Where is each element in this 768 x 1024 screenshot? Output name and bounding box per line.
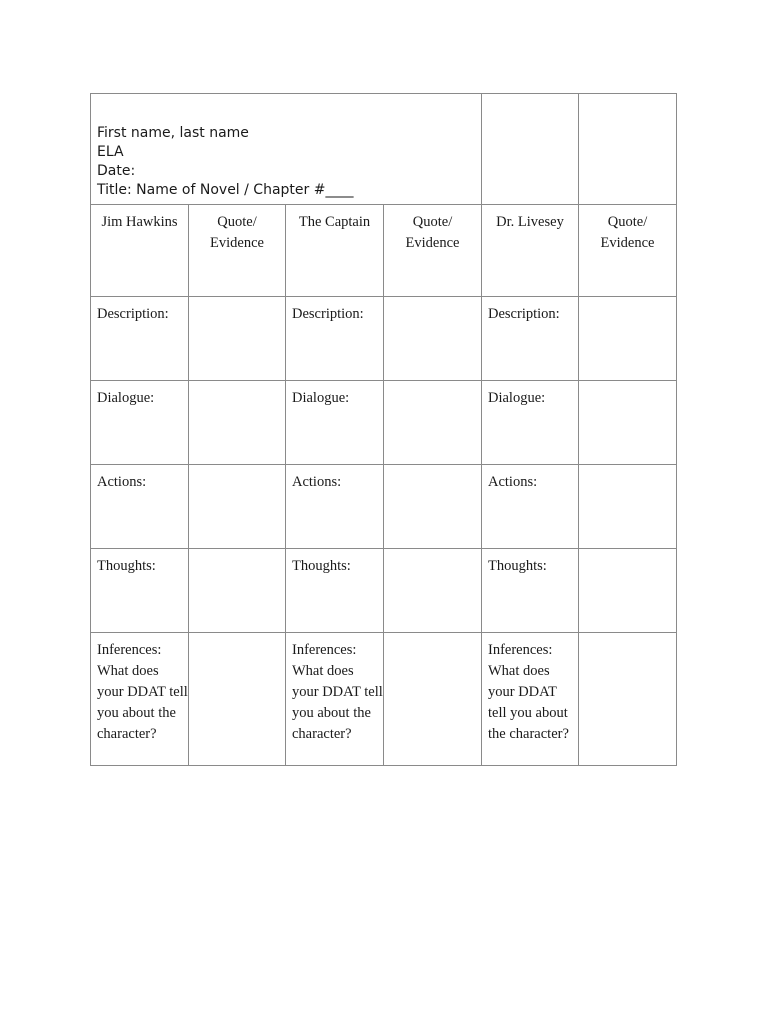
blank-cell[interactable] — [579, 94, 677, 205]
inferences-row — [91, 633, 677, 766]
evidence-header: Quote/ Evidence — [384, 205, 482, 297]
inferences-label: Inferences: What does your DDAT tell you about the character? — [91, 633, 189, 766]
dialogue-label: Dialogue: — [286, 381, 384, 465]
date-line: Date: — [97, 163, 136, 179]
actions-label: Actions: — [286, 465, 384, 549]
description-label: Description: — [91, 297, 189, 381]
evidence-cell[interactable] — [384, 297, 482, 381]
description-row — [91, 297, 677, 381]
evidence-header: Quote/ Evidence — [579, 205, 677, 297]
actions-label: Actions: — [482, 465, 579, 549]
character-analysis-table — [90, 93, 677, 766]
character-header-jim-hawkins: Jim Hawkins — [91, 205, 189, 297]
student-name-line: First name, last name — [97, 125, 249, 141]
evidence-cell[interactable] — [579, 297, 677, 381]
inferences-label: Inferences: What does your DDAT tell you about the character? — [482, 633, 579, 766]
description-label: Description: — [482, 297, 579, 381]
description-label: Description: — [286, 297, 384, 381]
evidence-cell[interactable] — [189, 381, 286, 465]
inferences-label: Inferences: What does your DDAT tell you about the character? — [286, 633, 384, 766]
thoughts-row — [91, 549, 677, 633]
column-header-row — [91, 205, 677, 297]
evidence-cell[interactable] — [579, 381, 677, 465]
evidence-cell[interactable] — [189, 633, 286, 766]
title-line: Title: Name of Novel / Chapter #____ — [97, 182, 354, 198]
evidence-header: Quote/ Evidence — [189, 205, 286, 297]
evidence-cell[interactable] — [384, 381, 482, 465]
evidence-cell[interactable] — [579, 549, 677, 633]
actions-label: Actions: — [91, 465, 189, 549]
dialogue-label: Dialogue: — [91, 381, 189, 465]
thoughts-label: Thoughts: — [482, 549, 579, 633]
evidence-cell[interactable] — [384, 549, 482, 633]
evidence-cell[interactable] — [189, 297, 286, 381]
evidence-cell[interactable] — [579, 465, 677, 549]
character-header-the-captain: The Captain — [286, 205, 384, 297]
blank-cell[interactable] — [482, 94, 579, 205]
dialogue-row — [91, 381, 677, 465]
character-header-dr-livesey: Dr. Livesey — [482, 205, 579, 297]
header-row — [91, 94, 677, 205]
thoughts-label: Thoughts: — [91, 549, 189, 633]
evidence-cell[interactable] — [189, 549, 286, 633]
evidence-cell[interactable] — [189, 465, 286, 549]
evidence-cell[interactable] — [384, 633, 482, 766]
dialogue-label: Dialogue: — [482, 381, 579, 465]
actions-row — [91, 465, 677, 549]
class-line: ELA — [97, 144, 124, 160]
evidence-cell[interactable] — [579, 633, 677, 766]
student-info-cell — [91, 94, 482, 205]
thoughts-label: Thoughts: — [286, 549, 384, 633]
evidence-cell[interactable] — [384, 465, 482, 549]
